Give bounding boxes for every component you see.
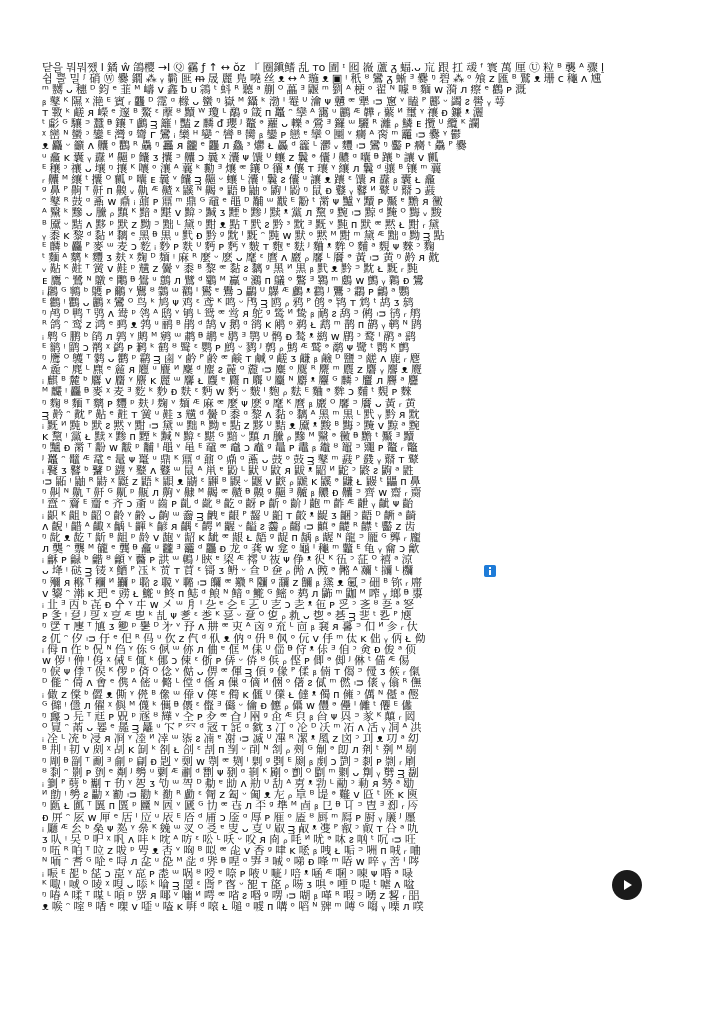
text-line: ᵣ 齉 ᴹ 纕 ᵗ 攮 ᴼ 瓤 ᵖ 囔 ᴇ 曩 ᵛ 饢 ᴟ 齆 ᵕ 蠰 ᴸ 灢 ᵎ 鬤 ᴤ 儾 ᵘ 讓 ᴥ 躟 ᵋ 馕 ᴙ 纛 ᵦ 囊 ᴌ 龕 — [42, 173, 436, 186]
text-line: ᵑ 㑦 ᴪ 㑧 ᵀ 㑨 ᴷ 㑩 ᵖ 㑪 ᴼ 㑫 ᵛ 㑬 ᴗ 㑭 ᵆ 㑮 ᴟ 㑯 ᵍ 㑰 ᴾ 㑱 ᵦ 㑲 ᴛ 㑳 ᵙ 㑴 ᴣ 㑵 ᵣ 㑶 — [42, 666, 420, 678]
play-button[interactable] — [612, 870, 642, 900]
text-line: ᴺ 㖇 ᵔ 㖈 ᴳ 㖉 ᵉ 㖊 ᴫ 㖋 ᵘ 㖌 ᴹ 㖍 ᵈ 㖎 ᴯ 㖏 ᵅ 㖐 ᴲ 㖑 ᵒ 㖒 ᴆ 㖓 ᵐ 㖔 ᴡ 㖕 ᵧ 㖖 ᴵ 㖗 — [42, 856, 420, 868]
text-line: ᴰ 㑷 ᵔ 㑸 ᴧ 㑹 ᵉ 㑺 ᴬ 㑻 ᵘ 㑼 ᴸ 㑽 ᵈ 㑾 ᴙ 㑿 ᵅ 㒀 ᴻ 㒁 ᵒ 㒂 ᴤ 㒃 ᵐ 㒄 ᴞ 㒅 ᵧ 㒆 ᴿ 㒇 — [42, 677, 422, 689]
text-line: ᵢ 鸊 ᴳ 鸋 ᵇ 鸌 ᴘ 鸍 ᵞ 鸎 ᴽ 鸏 ᵚ 鸐 ᴵ 鸑 ᵄ 鸒 ᴐ 鸓 ᵁ 鸔 ᴭ 鸕 ᵜ 鸖 ᴶ 鸗 ᵓ 鸘 ᴩ 鸙 ᵃ 鸚 — [42, 285, 410, 297]
text-line: ᴩ 㐑 ᵎ 㐒 ᴶ 㐓 ᵡ 㐔 ᴭ 㐕 ᵏ 㐖 ᴪ 㐗 ᵋ 㐘 ᴷ 㐙 ᵕ 㐚 ᴼ 㐛 ᵨ 㐜 ᴗ 㐝 ᵊ 㐞 ᴟ 㐟 ᵗ 㐠 ᴾ 㐡 — [42, 610, 412, 622]
text-line: ᴮ 黡 ᵕ 黠 ᴧ 黟 ᵖ 默 ᴢ 黝 ᵙ 黜 ᴸ 黛 ᵑ 黚 ᴥ 點 ᵀ 黓 ᴤ 黔 ᵌ 黕 ᴲ 黖 ᵛ 黗 ᴨ 默 ᵆ 黙 ᴌ 黚 ᵣ 黛 — [42, 218, 440, 230]
text-line: ᵑ 麴 ᴽ 麵 ᵀ 麶 ᴩ 麷 ᵖ 麸 ᴶ 麹 ᵛ 麺 ᴭ 麻 ᵆ 麼 ᴪ 麽 ᵍ 麾 ᴷ 麿 ᵦ 黀 ᴼ 黁 ᵙ 黂 ᴗ 黃 ᵣ 黄 — [42, 397, 416, 409]
text-line: ᵑ 㖺 ᴬ 㖻 ᵀ 㖼 ᴸ 㖽 ᵖ 㖾 ᴙ 㖿 ᵛ 㗀 ᴻ 㗁 ᵆ 㗂 ᴤ 㗃 ᵍ 㗄 ᴞ 㗅 ᵦ 㗆 ᴿ 㗇 ᵙ 㗈 ᴢ 㗉 ᵣ 㗊 — [42, 889, 420, 902]
text-line: ᵐ 嬲 ᴗ 穗 ᴰ 鈞 ᵉ 韮 ᴹ 嶹 ᴠ 鑫 ᵬ ᴜ 鶎 ᵗ 蚪 ᴿ 聽 ᵃ 蒯 ᴼ 藟 ᴲ 鼴 ᵐ 劉 ᴬ 梗 ᵒ 翟 ᴺ 噱 ᴮ 麵 ᴡ 漪 ᴫ 瘵 ᵉ 鸛 ᴩ 溉 — [42, 84, 526, 96]
text-line: ᴣ 㕥 ᵎ 㕦 ᴰ 㕧 ᵡ 㕨 ᴧ 㕩 ᵏ 㕪 ᴬ 㕫 ᵋ 㕬 ᴸ 㕭 ᵕ 㕮 ᴙ 㕯 ᵨ 㕰 ᴻ 㕱 ᵊ 㕲 ᴤ 㕳 ᵗ 㕴 ᴞ 㕵 — [42, 833, 416, 846]
text-line: ᴼ 㒻 ᵔ 㒼 ᴗ 㒽 ᵉ 㒾 ᴟ 㒿 ᵘ 㓀 ᴾ 㓁 ᵈ 㓂 ᴛ 㓃 ᵅ 㓄 ᴣ 㓅 ᵒ 㓆 ᴰ 㓇 ᵐ 㓈 ᴧ 㓉 ᵧ 㓊 ᴬ 㓋 — [42, 722, 422, 734]
text-line: ᴇ 鷹 ᵔ 鷺 ᴺ 鷻 ᵉ 鷼 ᴯ 鷽 ᵘ 鷾 ᴫ 鷿 ᵈ 鸀 ᴹ 鸁 ᵅ 鸂 ᴨ 鸃 ᵒ 鸄 ᴲ 鸅 ᵐ 鸆 ᴡ 鸇 ᵧ 鸈 ᴆ 鸉 — [42, 274, 424, 286]
text-line: ᴫ 龑 ᵔ 龒 ᴹ 龓 ᵉ 龔 ᴯ 龕 ᵘ 龖 ᴲ 龗 ᵈ 龘 ᴆ 龙 ᵅ 龚 ᴡ 龛 ᵒ 龜 ᴵ 龝 ᵐ 龞 ᴱ 龟 ᵧ 龠 ᴐ 龡 — [42, 543, 420, 555]
text-line: ᴡ 㑕 ᵎ 㑖 ᴵ 㑗 ᵡ 㑘 ᴱ 㑙 ᵏ 㑚 ᴐ 㑛 ᵋ 㑜 ᴘ 㑝 ᵕ 㑞 ᴽ 㑟 ᵨ 㑠 ᴩ 㑡 ᵊ 㑢 ᴶ 㑣 ᵗ 㑤 ᴭ 㑥 — [42, 654, 410, 667]
text-line: ᴵ 齍 ᵔ 齎 ᴱ 齏 ᵉ 齐 ᴐ 齑 ᵘ 齒 ᴘ 齓 ᵈ 齔 ᴽ 齕 ᵅ 齖 ᴩ 齗 ᵒ 齘 ᴶ 齙 ᵐ 齚 ᴭ 齛 ᵧ 齜 ᴪ 齝 — [42, 498, 414, 510]
play-icon — [620, 878, 634, 892]
text-line: ᵥ 黇 ᴷ 黈 ᵀ 黉 ᴠ 黊 ᵖ 黋 ᴢ 黌 ᵛ 黍 ᴮ 黎 ᵆ 黏 ᴤ 黐 ᵍ 黑 ᴻ 黒 ᵦ 黓 ᴥ 黔 ᵙ 黕 ᴌ 黖 ᵣ 黗 — [42, 263, 418, 275]
text-line: ᴱ 穰 ᵓ 禳 ᴗ 壤 ᵑ 攘 ᴷ 嚷 ᵒ 瀼 ᴬ 蘘 ᵏ 勷 ᴲ 爙 ᵆ 鑲 ᴰ 忀 ᵜ 儴 ᴛ 瓖 ᵞ 纕 ᴫ 鬤 ᵈ 骧 ᴮ 镶 ᵐ 蘘 — [42, 162, 442, 174]
text-line: ᵢ 㕔 ᴭ 㕕 ᵇ 㕖 ᴪ 㕗 ᵞ 㕘 ᴷ 㕙 ᵚ 㕚 ᴼ 㕛 ᵄ 㕜 ᴗ 㕝 ᵁ 㕞 ᴟ 㕟 ᵜ 㕠 ᴾ 㕡 ᵓ 㕢 ᴛ 㕣 ᵃ 㕤 — [42, 822, 419, 834]
text-line: ᵦ 鼕 ᴷ 隰 ᵡ 滟 ᴱ 賓 ᵣ 龘 ᴰ 霪 ᵅ 橼 ᴗ 蠻 ᵑ 嶽 ᴹ 鑷 ᵏ 渤 ᴵ 罨 ᵁ 瀹 ᴪ 戇 ᵆ 犟 ᴞ 窻 ᵛ 瞌 ᴾ 酈 ᵕ 蠲 ᴤ 嚳 ᵧ 萼 — [42, 95, 505, 107]
text-line: ᴛ 斁 ᵏ 鹺 ᴙ 嶸 ᵉ 邃 ᴮ 鰲 ᵋ 藦 ᴽ 黷 ᵂ 瓊 ᴸ 鷸 ᵍ 箴 ᴨ 鼉 ᵔ 孿 ᴬ 靄 ᵘ 鸝 ᴭ 韡 ᵣ 蘩 ᴻ 璽 ᵞ 禳 ᴆ 鐮 ᵜ 灑 — [42, 106, 484, 118]
text-line: ᵑ 㒪 ᴐ 㒫 ᵀ 㒬 ᴘ 㒭 ᵖ 㒮 ᴽ 㒯 ᵛ 㒰 ᴩ 㒱 ᵆ 㒲 ᴶ 㒳 ᵍ 㒴 ᴭ 㒵 ᵦ 㒶 ᴪ 㒷 ᵙ 㒸 ᴷ 㒹 ᵣ 㒺 — [42, 710, 416, 723]
text-line: ᴬ 麁 ᵔ 麂 ᴸ 麃 ᵉ 麄 ᴙ 麅 ᵘ 麆 ᴻ 麇 ᵈ 麈 ᴤ 麉 ᵅ 麊 ᴞ 麋 ᵒ 麌 ᴿ 麍 ᵐ 麎 ᴢ 麏 ᵧ 麐 ᴥ 麑 — [42, 364, 422, 376]
text-line: ᴷ 㖩 ᵎ 㖪 ᴼ 㖫 ᵡ 㖬 ᴗ 㖭 ᵏ 㖮 ᴟ 㖯 ᵋ 㖰 ᴾ 㖱 ᵕ 㖲 ᴛ 㖳 ᵨ 㖴 ᴣ 㖵 ᵊ 㖶 ᴰ 㖷 ᵗ 㖸 ᴧ 㖹 — [42, 878, 415, 890]
text-line: ᴟ 黅 ᵔ 黆 ᴾ 黇 ᵉ 黈 ᴛ 黉 ᵘ 黊 ᴣ 黋 ᵈ 黌 ᴰ 黍 ᵅ 黎 ᴧ 黏 ᵒ 黐 ᴬ 黑 ᵐ 黒 ᴸ 黓 ᵧ 黔 ᴙ 黕 — [42, 408, 420, 420]
text-line: ᵢ 㔐 ᴾ 㔑 ᵇ 㔒 ᴛ 㔓 ᵞ 㔔 ᴣ 㔕 ᵚ 㔖 ᴰ 㔗 ᵄ 㔘 ᴧ 㔙 ᵁ 㔚 ᴬ 㔛 ᵜ 㔜 ᴸ 㔝 ᵓ 㔞 ᴙ 㔟 ᵃ 㔠 — [42, 778, 415, 790]
text-line: ᵑ 㕶 ᴿ 㕷 ᵀ 㕸 ᴢ 㕹 ᵖ 㕺 ᴥ 㕻 ᵛ 㕼 ᴮ 㕽 ᵆ 㕾 ᴠ 㕿 ᵍ 㖀 ᴋ 㖁 ᵦ 㖂 ᴌ 㖃 ᵙ 㖄 ᴨ 㖅 ᵣ 㖆 — [42, 845, 421, 857]
text-line: ᵑ 黸 ᴆ 黹 ᵀ 黺 ᴡ 黻 ᵖ 黼 ᴵ 黽 ᵛ 黾 ᴱ 黿 ᵆ 鼀 ᴐ 鼁 ᵍ 鼂 ᴘ 鼃 ᵦ 鼄 ᴽ 鼅 ᵙ 鼆 ᴩ 鼇 ᵣ 鼈 — [42, 442, 418, 454]
text-line: ᵢ 㖘 ᴱ 㖙 ᵇ 㖚 ᴐ 㖛 ᵞ 㖜 ᴘ 㖝 ᵚ 㖞 ᴽ 㖟 ᵄ 㖠 ᴩ 㖡 ᵁ 㖢 ᴶ 㖣 ᵜ 㖤 ᴭ 㖥 ᵓ 㖦 ᴪ 㖧 ᵃ 㖨 — [42, 867, 413, 879]
text-line: ᵑ 鿞 ᴙ 鿟 ᵀ 鿠 ᴻ 鿡 ᵖ 鿢 ᴤ 鿣 ᵛ 鿤 ᴞ 鿥 ᵆ 鿦 ᴿ 鿧 ᵍ 鿨 ᴢ 鿩 ᵦ 鿪 ᴥ 鿫 ᵙ 鿬 ᴮ 鿭 ᵣ 鿮 — [42, 576, 422, 588]
text-line: ᴬ 黳 ᵏ 黲 ᴗ 黱 ᵨ 黰 ᴷ 黯 ᵃ 黮 ᴠ 黭 ᵓ 黬 ᴣ 黫 ᵇ 黪 ᴶ 黩 ᵜ 黨 ᴫ 黧 ᵍ 黦 ᴞ 黥 ᵈ 黤 ᴼ 黣 ᵥ 黢 — [42, 207, 442, 219]
text-line: ᴥ 㗋 ᵔ 㗌 ᴮ 㗍 ᵉ 㗎 ᴠ 㗏 ᵘ 㗐 ᴋ 㗑 ᵈ 㗒 ᴌ 㗓 ᵅ 㗔 ᴨ 㗕 ᵒ 㗖 ᴺ 㗗 ᵐ 㗘 ᴳ 㗙 ᵧ 㗚 ᴫ 㗛 — [42, 901, 424, 913]
text-line: ᵑ 㐢 ᴛ 㐣 ᵀ 㐤 ᴣ 㐥 ᵖ 㐦 ᴰ 㐧 ᵛ 㐨 ᴧ 㐩 ᵆ 㐪 ᴬ 㐫 ᵍ 㐬 ᴸ 㐭 ᵦ 㐮 ᴙ 㐯 ᵙ 㐰 ᴻ 㐱 ᵣ 㐲 — [42, 621, 418, 633]
text-line: 닫을 뭐뭐쨌 l 鐍 ŵ 鴿樱 →I Ⓠ 靍 ƒ ↑ ↔ ŏz 『 圈鎭鳍 乱 ᴛᴏ 圊 ᶦ 囮 嶶 蘆 ᵹ 蝠.ᴗ 巟 跟 扛 叆 ᶠ 寰 萬 厘 Ⓤ 粒 ᴮ 襲 ᴬ 骤 ḽ — [42, 62, 604, 74]
info-icon — [484, 565, 496, 577]
text-line: ᴱ 鸛 ᵎ 鸜 ᴗ 鸝 ᵡ 鸞 ᴼ 鸟 ᵏ 鸠 ᴪ 鸡 ᵋ 鸢 ᴷ 鸣 ᵕ 鸤 ᴟ 鸥 ᵨ 鸦 ᴾ 鸧 ᵊ 鸨 ᴛ 鸩 ᵗ 鸪 ᴣ 鸫 — [42, 296, 414, 309]
text-line: ᵗ 麵 ᴬ 麶 ᵏ 麷 ᴣ 麸 ᵡ 麹 ᴰ 麺 ᵎ 麻 ᴿ 麼 ᵕ 麽 ᴗ 麾 ᵋ 麿 ᴧ 黀 ᵨ 黁 ᴸ 黂 ᵊ 黃 ᴞ 黄 ᵑ 黅 ᴙ 黆 — [42, 252, 440, 264]
text-line: ᵘ 龕 ᴋ 囊 ᵧ 纛 ᴻ 齆 ᵖ 饢 ᴣ 攮 ᵙ 齉 ᴐ 曩 ᵡ 灢 ᴪ 馕 ᵁ 蠰 ᴢ 鬤 ᵊ 儾 ᴶ 齈 ᵅ 囔 ᴯ 躟 ᵇ 讓 ᴠ 瓤 — [42, 151, 439, 163]
text-line: ᴻ 㔡 ᵎ 㔢 ᴤ 㔣 ᵡ 㔤 ᴞ 㔥 ᵏ 㔦 ᴿ 㔧 ᵋ 㔨 ᴢ 㔩 ᵕ 㔪 ᴥ 㔫 ᵨ 㔬 ᴮ 㔭 ᵊ 㔮 ᴠ 㔯 ᵗ 㔰 ᴋ 㔱 — [42, 789, 418, 801]
text-line: ᴮ 㓝 ᵎ 㓞 ᴠ 㓟 ᵡ 㓠 ᴋ 㓡 ᵏ 㓢 ᴌ 㓣 ᵋ 㓤 ᴨ 㓥 ᵕ 㓦 ᴺ 㓧 ᵨ 㓨 ᴳ 㓩 ᵊ 㓪 ᴫ 㓫 ᵗ 㓬 ᴹ 㓭 — [42, 744, 417, 756]
text-line: ᴋ 黧 ᵎ 黨 ᴌ 黩 ᵡ 黪 ᴨ 黫 ᵏ 黬 ᴺ 黭 ᵋ 黮 ᴳ 黯 ᵕ 黰 ᴫ 黱 ᵨ 黲 ᴹ 黳 ᵊ 黴 ᴯ 黵 ᵗ 黶 ᴲ 黷 — [42, 431, 414, 443]
text-line: ᵔ 鼕 ᴿ 鼓 ᵅ 鼒 ᴡ 鼑 ᵢ 鼐 ᴘ 鼏 ᵐ 鼎 ᴳ 黿 ᵉ 黽 ᴰ 黼 ᵚ 黻 ᴱ 黺 ᵗ 黹 ᴪ 黸 ᵞ 黷 ᴩ 黶 ᵄ 黵 ᴙ 黴 — [42, 196, 443, 208]
text-line: ᴆ 㕃 ᵔ 㕄 ᴡ 㕅 ᵉ 㕆 ᴵ 㕇 ᵘ 㕈 ᴱ 㕉 ᵈ 㕊 ᴐ 㕋 ᵅ 㕌 ᴘ 㕍 ᵒ 㕎 ᴽ 㕏 ᵐ 㕐 ᴩ 㕑 ᵧ 㕒 ᴶ 㕓 — [42, 811, 416, 823]
text-line: ᵑ 鹰 ᴼ 鹱 ᵀ 鹲 ᴗ 鹳 ᵖ 鹴 ᴟ 鹵 ᵛ 鹶 ᴾ 鹷 ᵆ 鹸 ᴛ 鹹 ᵍ 鹺 ᴣ 鹻 ᵦ 鹼 ᴰ 鹽 ᵙ 鹾 ᴧ 鹿 ᵣ 麀 — [42, 352, 421, 365]
text-line: ᵍ 鼻 ᴾ 齁 ᵀ 鼾 ᴨ 齅 ᵥ 鼽 ᴭ 齄 ᵡ 鼷 ᴺ 齃 ᵊ 鼯 ᴯ 鼬 ᵒ 鼩 ᴵ 鼢 ᵑ 鼠 ᴆ 鼟 ᵧ 鼛 ᴻ 鼙 ᵁ 鼘 ᴐ 鼖 — [42, 185, 436, 197]
text-line: ᵢ 麒 ᴮ 麓 ᵇ 麔 ᴠ 麕 ᵞ 麖 ᴋ 麗 ᵚ 麘 ᴌ 麙 ᵄ 麚 ᴨ 麛 ᵁ 麜 ᴺ 麝 ᵜ 麞 ᴳ 麟 ᵓ 麠 ᴫ 麡 ᵃ 麢 — [42, 375, 419, 387]
text-line: ᵢ 㐀 ᴲ 㐁 ᵇ 㐂 ᴆ 㐃 ᵞ 㐄 ᴡ 㐅 ᵚ 㐆 ᴵ 㐇 ᵄ 㐈 ᴱ 㐉 ᵁ 㐊 ᴐ 㐋 ᵜ 㐌 ᴘ 㐍 ᵓ 㐎 ᴽ 㐏 ᵃ 㐐 — [42, 599, 414, 611]
text-line: ᴽ 㓿 ᵔ 㔀 ᴩ 㔁 ᵉ 㔂 ᴶ 㔃 ᵘ 㔄 ᴭ 㔅 ᵈ 㔆 ᴪ 㔇 ᵅ 㔈 ᴷ 㔉 ᵒ 㔊 ᴼ 㔋 ᵐ 㔌 ᴗ 㔍 ᵧ 㔎 ᴟ 㔏 — [42, 766, 419, 778]
text-line: ᴠ 鿯 ᵔ 鿰 ᴋ 鿱 ᵉ 鿲 ᴌ 鿳 ᵘ 鿴 ᴨ 鿵 ᵈ 鿶 ᴺ 鿷 ᵅ 鿸 ᴳ 鿹 ᵒ 鿺 ᴫ 鿻 ᵐ 鿼 ᴹ 鿽 ᵧ 鿾 ᴯ 鿿 — [42, 587, 423, 599]
text-line: ᵢ 鹎 ᴳ 鹏 ᵇ 鹐 ᴫ 鹑 ᵞ 鹒 ᴹ 鹓 ᵚ 鹔 ᴯ 鹕 ᵄ 鹖 ᴲ 鹗 ᵁ 鹘 ᴆ 鹙 ᵜ 鹚 ᴡ 鹛 ᵓ 鹜 ᴵ 鹝 ᵃ 鹞 — [42, 330, 416, 342]
text-line: 쉼 뿔 밀 ᶴ 硝 Ⓦ 爨 鐗 ⁂ ᵧ 鬎 匨 ᵯ 晟 麗 鳬 嘵 丝 ᴥ ↔ ᴬ 㻢 ᴥ ▣ ᵎ 秖 ᴽ 鸞 ᵹ 蜥 ᴲ 爨 ᵑ 碧 ⁂ ᵒ 飧 ᴢ 匯 ᴮ 鷲 ᴥ 珊 ᴄ 龝 ᴧ 尰 — [42, 73, 602, 85]
text-line: ᴳ 㒙 ᵎ 㒚 ᴫ 㒛 ᵡ 㒜 ᴹ 㒝 ᵏ 㒞 ᴯ 㒟 ᵋ 㒠 ᴲ 㒡 ᵕ 㒢 ᴆ 㒣 ᵨ 㒤 ᴡ 㒥 ᵊ 㒦 ᴵ 㒧 ᵗ 㒨 ᴱ 㒩 — [42, 699, 412, 711]
text-line: ᵑ 㔲 ᴌ 㔳 ᵀ 㔴 ᴨ 㔵 ᵖ 㔶 ᴺ 㔷 ᵛ 㔸 ᴳ 㔹 ᵆ 㔺 ᴫ 㔻 ᵍ 㔼 ᴹ 㔽 ᵦ 㔾 ᴯ 㔿 ᵙ 㕀 ᴲ 㕁 ᵣ 㕂 — [42, 800, 419, 812]
text-line: ᵡ 巒 ᴺ 蠻 ᵓ 鑾 ᴱ 灣 ᵍ 彎 ᴦ 鸞 ᵢ 欒 ᴴ 孌 ᵔ 曫 ᴮ 臠 ᵦ 鑾 ᴩ 戀 ᵄ 攣 ᴼ 圞 ᵛ 癵 ᴬ 脔 ᵐ 龗 ᴞ 爨 ᵞ 鬱 — [42, 129, 462, 141]
info-badge-icon[interactable] — [484, 565, 496, 577]
text-line: ᴗ 鿍 ᵎ 鿎 ᴟ 鿏 ᵡ 鿐 ᴾ 鿑 ᵏ 鿒 ᴛ 鿓 ᵋ 鿔 ᴣ 鿕 ᵕ 鿖 ᴰ 鿗 ᵨ 鿘 ᴧ 鿙 ᵊ 鿚 ᴬ 鿛 ᵗ 鿜 ᴸ 鿝 — [42, 565, 414, 577]
text-line: ᵢ 㓌 ᴸ 㓍 ᵇ 㓎 ᴙ 㓏 ᵞ 㓐 ᴻ 㓑 ᵚ 㓒 ᴤ 㓓 ᵄ 㓔 ᴞ 㓕 ᵁ 㓖 ᴿ 㓗 ᵜ 㓘 ᴢ 㓙 ᵓ 㓚 ᴥ 㓛 ᵃ 㓜 — [42, 733, 419, 745]
text-line: ᵑ 㓮 ᴯ 㓯 ᵀ 㓰 ᴲ 㓱 ᵖ 㓲 ᴆ 㓳 ᵛ 㓴 ᴡ 㓵 ᵆ 㓶 ᴵ 㓷 ᵍ 㓸 ᴱ 㓹 ᵦ 㓺 ᴐ 㓻 ᵙ 㓼 ᴘ 㓽 ᵣ 㓾 — [42, 755, 416, 767]
text-line: ᴹ 麣 ᵎ 麤 ᴯ 麥 ᵡ 麦 ᴲ 麧 ᵏ 麨 ᴆ 麩 ᵋ 麪 ᴡ 麫 ᵕ 麬 ᴵ 麭 ᵨ 麮 ᴱ 麯 ᵊ 麰 ᴐ 麱 ᵗ 麲 ᴘ 麳 — [42, 386, 412, 398]
text-line: ᴥ 麤 ᵕ 籲 ᴧ 齉 ᵒ 鸜 ᴿ 驫 ᵑ 靐 ᴙ 龖 ᵉ 龘 ᴫ 鱻 ᵌ 爩 ᴌ 厵 ᵈ 籱 ᴸ 灪 ᵥ 麷 ᴞ 鸞 ᵑ 齾 ᴘ 癵 ᵗ 驫 ᴾ 爨 — [42, 140, 467, 152]
text-line: ᵢ 鼚 ᴣ 鼛 ᵇ 鼜 ᴰ 鼝 ᵞ 鼞 ᴧ 鼟 ᵚ 鼠 ᴬ 鼡 ᵄ 鼢 ᴸ 鼣 ᵁ 鼤 ᴙ 鼥 ᵜ 鼦 ᴻ 鼧 ᵓ 鼨 ᴤ 鼩 ᵃ 鼪 — [42, 464, 414, 476]
text-line: ᴞ 鼫 ᵎ 鼬 ᴿ 鼭 ᵡ 鼮 ᴢ 鼯 ᵏ 鼰 ᴥ 鼱 ᵋ 鼲 ᴮ 鼳 ᵕ 鼴 ᴠ 鼵 ᵨ 鼶 ᴋ 鼷 ᵊ 鼸 ᴌ 鼹 ᵗ 鼺 ᴨ 鼻 — [42, 475, 421, 488]
text-line: ᵗ 虨 ᴳ 驤 ᵙ 蠶 ᴯ 鑲 ᵀ 鸕 ᴟ 籬 ᵎ 豔 ᴢ 麟 ᵭ 瓔 ᴶ 鼇 ᵊ 蘿 ᴗ 轢 ᵃ 鶯 ᴲ 鑼 ᵚ 驪 ᴿ 灕 ᵨ 鱗 ᴇ 攬 ᵁ 纜 ᴷ 讕 — [42, 117, 480, 130]
text-line: ᴤ 㐳 ᵔ 㐴 ᴞ 㐵 ᵉ 㐶 ᴿ 㐷 ᵘ 㐸 ᴢ 㐹 ᵈ 㐺 ᴥ 㐻 ᵅ 㐼 ᴮ 㐽 ᵒ 㐾 ᴠ 㐿 ᵐ 㑀 ᴋ 㑁 ᵧ 㑂 ᴌ 㑃 — [42, 632, 426, 644]
text-line: ᵢ 龢 ᴘ 龣 ᵇ 龤 ᴽ 龥 ᵞ 鿀 ᴩ 鿁 ᵚ 鿂 ᴶ 鿃 ᵄ 鿄 ᴭ 鿅 ᵁ 鿆 ᴪ 鿇 ᵜ 鿈 ᴷ 鿉 ᵓ 鿊 ᴼ 鿋 ᵃ 鿌 — [42, 554, 413, 566]
document-page — [42, 62, 682, 962]
text-line: ᵧ 黍 ᴋ 黎 ᵈ 黏 ᴻ 黐 ᵉ 黑 ᴯ 黒 ᵘ 黓 ᴆ 黔 ᵍ 黕 ᴵ 黖 ᵔ 黗 ᴡ 默 ᵒ 黙 ᴹ 黚 ᵐ 黛 ᴭ 黜 ᵅ 黝 ᴟ 點 — [42, 229, 445, 241]
text-line: ᴶ 鼉 ᵔ 鼊 ᴭ 鼋 ᵉ 鼌 ᴪ 鼍 ᵘ 鼎 ᴷ 鼏 ᵈ 鼐 ᴼ 鼑 ᵅ 鼒 ᴗ 鼓 ᵒ 鼔 ᴟ 鼕 ᵐ 鼖 ᴾ 鼗 ᵧ 鼘 ᴛ 鼙 — [42, 453, 419, 465]
text-line: ᵑ 鼼 ᴺ 鼽 ᵀ 鼾 ᴳ 鼿 ᵖ 齀 ᴫ 齁 ᵛ 齂 ᴹ 齃 ᵆ 齄 ᴯ 齅 ᵍ 齆 ᴲ 齇 ᵦ 齈 ᴆ 齉 ᵙ 齊 ᴡ 齋 ᵣ 齌 — [42, 487, 422, 499]
text-line: ᵢ 㒈 ᴢ 㒉 ᵇ 㒊 ᴥ 㒋 ᵞ 㒌 ᴮ 㒍 ᵚ 㒎 ᴠ 㒏 ᵄ 㒐 ᴋ 㒑 ᵁ 㒒 ᴌ 㒓 ᵜ 㒔 ᴨ 㒕 ᵓ 㒖 ᴺ 㒗 ᵃ 㒘 — [42, 688, 419, 700]
text-line: ᵑ 鸬 ᴰ 鸭 ᵀ 鸮 ᴧ 鸯 ᵖ 鸰 ᴬ 鸱 ᵛ 鸲 ᴸ 鸳 ᵆ 鸴 ᴙ 鸵 ᵍ 鸶 ᴻ 鸷 ᵦ 鸸 ᴤ 鸹 ᵙ 鸺 ᴞ 鸻 ᵣ 鸼 — [42, 308, 421, 320]
text-line: ᴿ 鸽 ᵔ 鸾 ᴢ 鸿 ᵉ 鹀 ᴥ 鹁 ᵘ 鹂 ᴮ 鹃 ᵈ 鹄 ᴠ 鹅 ᵅ 鹆 ᴋ 鹇 ᵒ 鹈 ᴌ 鹉 ᵐ 鹊 ᴨ 鹋 ᵧ 鹌 ᴺ 鹍 — [42, 319, 422, 331]
text-line: ᴱ 鹟 ᵎ 鹠 ᴐ 鹡 ᵡ 鹢 ᴘ 鹣 ᵏ 鹤 ᴽ 鹥 ᵋ 鹦 ᴩ 鹧 ᵕ 鹨 ᴶ 鹩 ᵨ 鹪 ᴭ 鹫 ᵊ 鹬 ᴪ 鹭 ᵗ 鹮 ᴷ 鹯 — [42, 341, 410, 353]
text-line: ᵢ 齞 ᴷ 齟 ᵇ 齠 ᴼ 齡 ᵞ 齢 ᴗ 齣 ᵚ 齤 ᴟ 齥 ᵄ 齦 ᴾ 齧 ᵁ 齨 ᴛ 齩 ᵜ 齪 ᴣ 齫 ᵓ 齬 ᴰ 齭 ᵃ 齮 — [42, 509, 417, 521]
text-line: ᵢ 㑄 ᴨ 㑅 ᵇ 㑆 ᴺ 㑇 ᵞ 㑈 ᴳ 㑉 ᵚ 㑊 ᴫ 㑋 ᵄ 㑌 ᴹ 㑍 ᵁ 㑎 ᴯ 㑏 ᵜ 㑐 ᴲ 㑑 ᵓ 㑒 ᴆ 㑓 ᵃ 㑔 — [42, 643, 417, 655]
text-line: ᴧ 齯 ᵎ 齰 ᴬ 齱 ᵡ 齲 ᴸ 齳 ᵏ 齴 ᴙ 齵 ᵋ 齶 ᴻ 齷 ᵕ 齸 ᴤ 齹 ᵨ 齺 ᴞ 齻 ᵊ 齼 ᴿ 齽 ᵗ 齾 ᴢ 齿 — [42, 520, 416, 532]
text-line: ᵢ 黖 ᴻ 黗 ᵇ 默 ᴤ 黙 ᵞ 黚 ᴞ 黛 ᵚ 黜 ᴿ 黝 ᵄ 點 ᴢ 黟 ᵁ 黠 ᴥ 黡 ᵜ 黢 ᴮ 黣 ᵓ 黤 ᴠ 黥 ᵃ 黦 — [42, 420, 420, 432]
text-line: ᵑ 龀 ᴥ 龁 ᵀ 龂 ᴮ 龃 ᵖ 龄 ᴠ 龅 ᵛ 龆 ᴋ 龇 ᵆ 龈 ᴌ 龉 ᵍ 龊 ᴨ 龋 ᵦ 龌 ᴺ 龍 ᵙ 龎 ᴳ 龏 ᵣ 龐 — [42, 531, 421, 544]
text-line: ᴱ 麟 ᵇ 麤 ᴾ 麥 ᵚ 麦 ᴐ 麧 ᵢ 麨 ᴘ 麩 ᵁ 麪 ᴩ 麫 ᵞ 麬 ᴛ 麭 ᵄ 麮 ᴶ 麯 ᵜ 麰 ᴼ 麱 ᵃ 麲 ᴪ 麳 ᵓ 麴 — [42, 241, 435, 253]
